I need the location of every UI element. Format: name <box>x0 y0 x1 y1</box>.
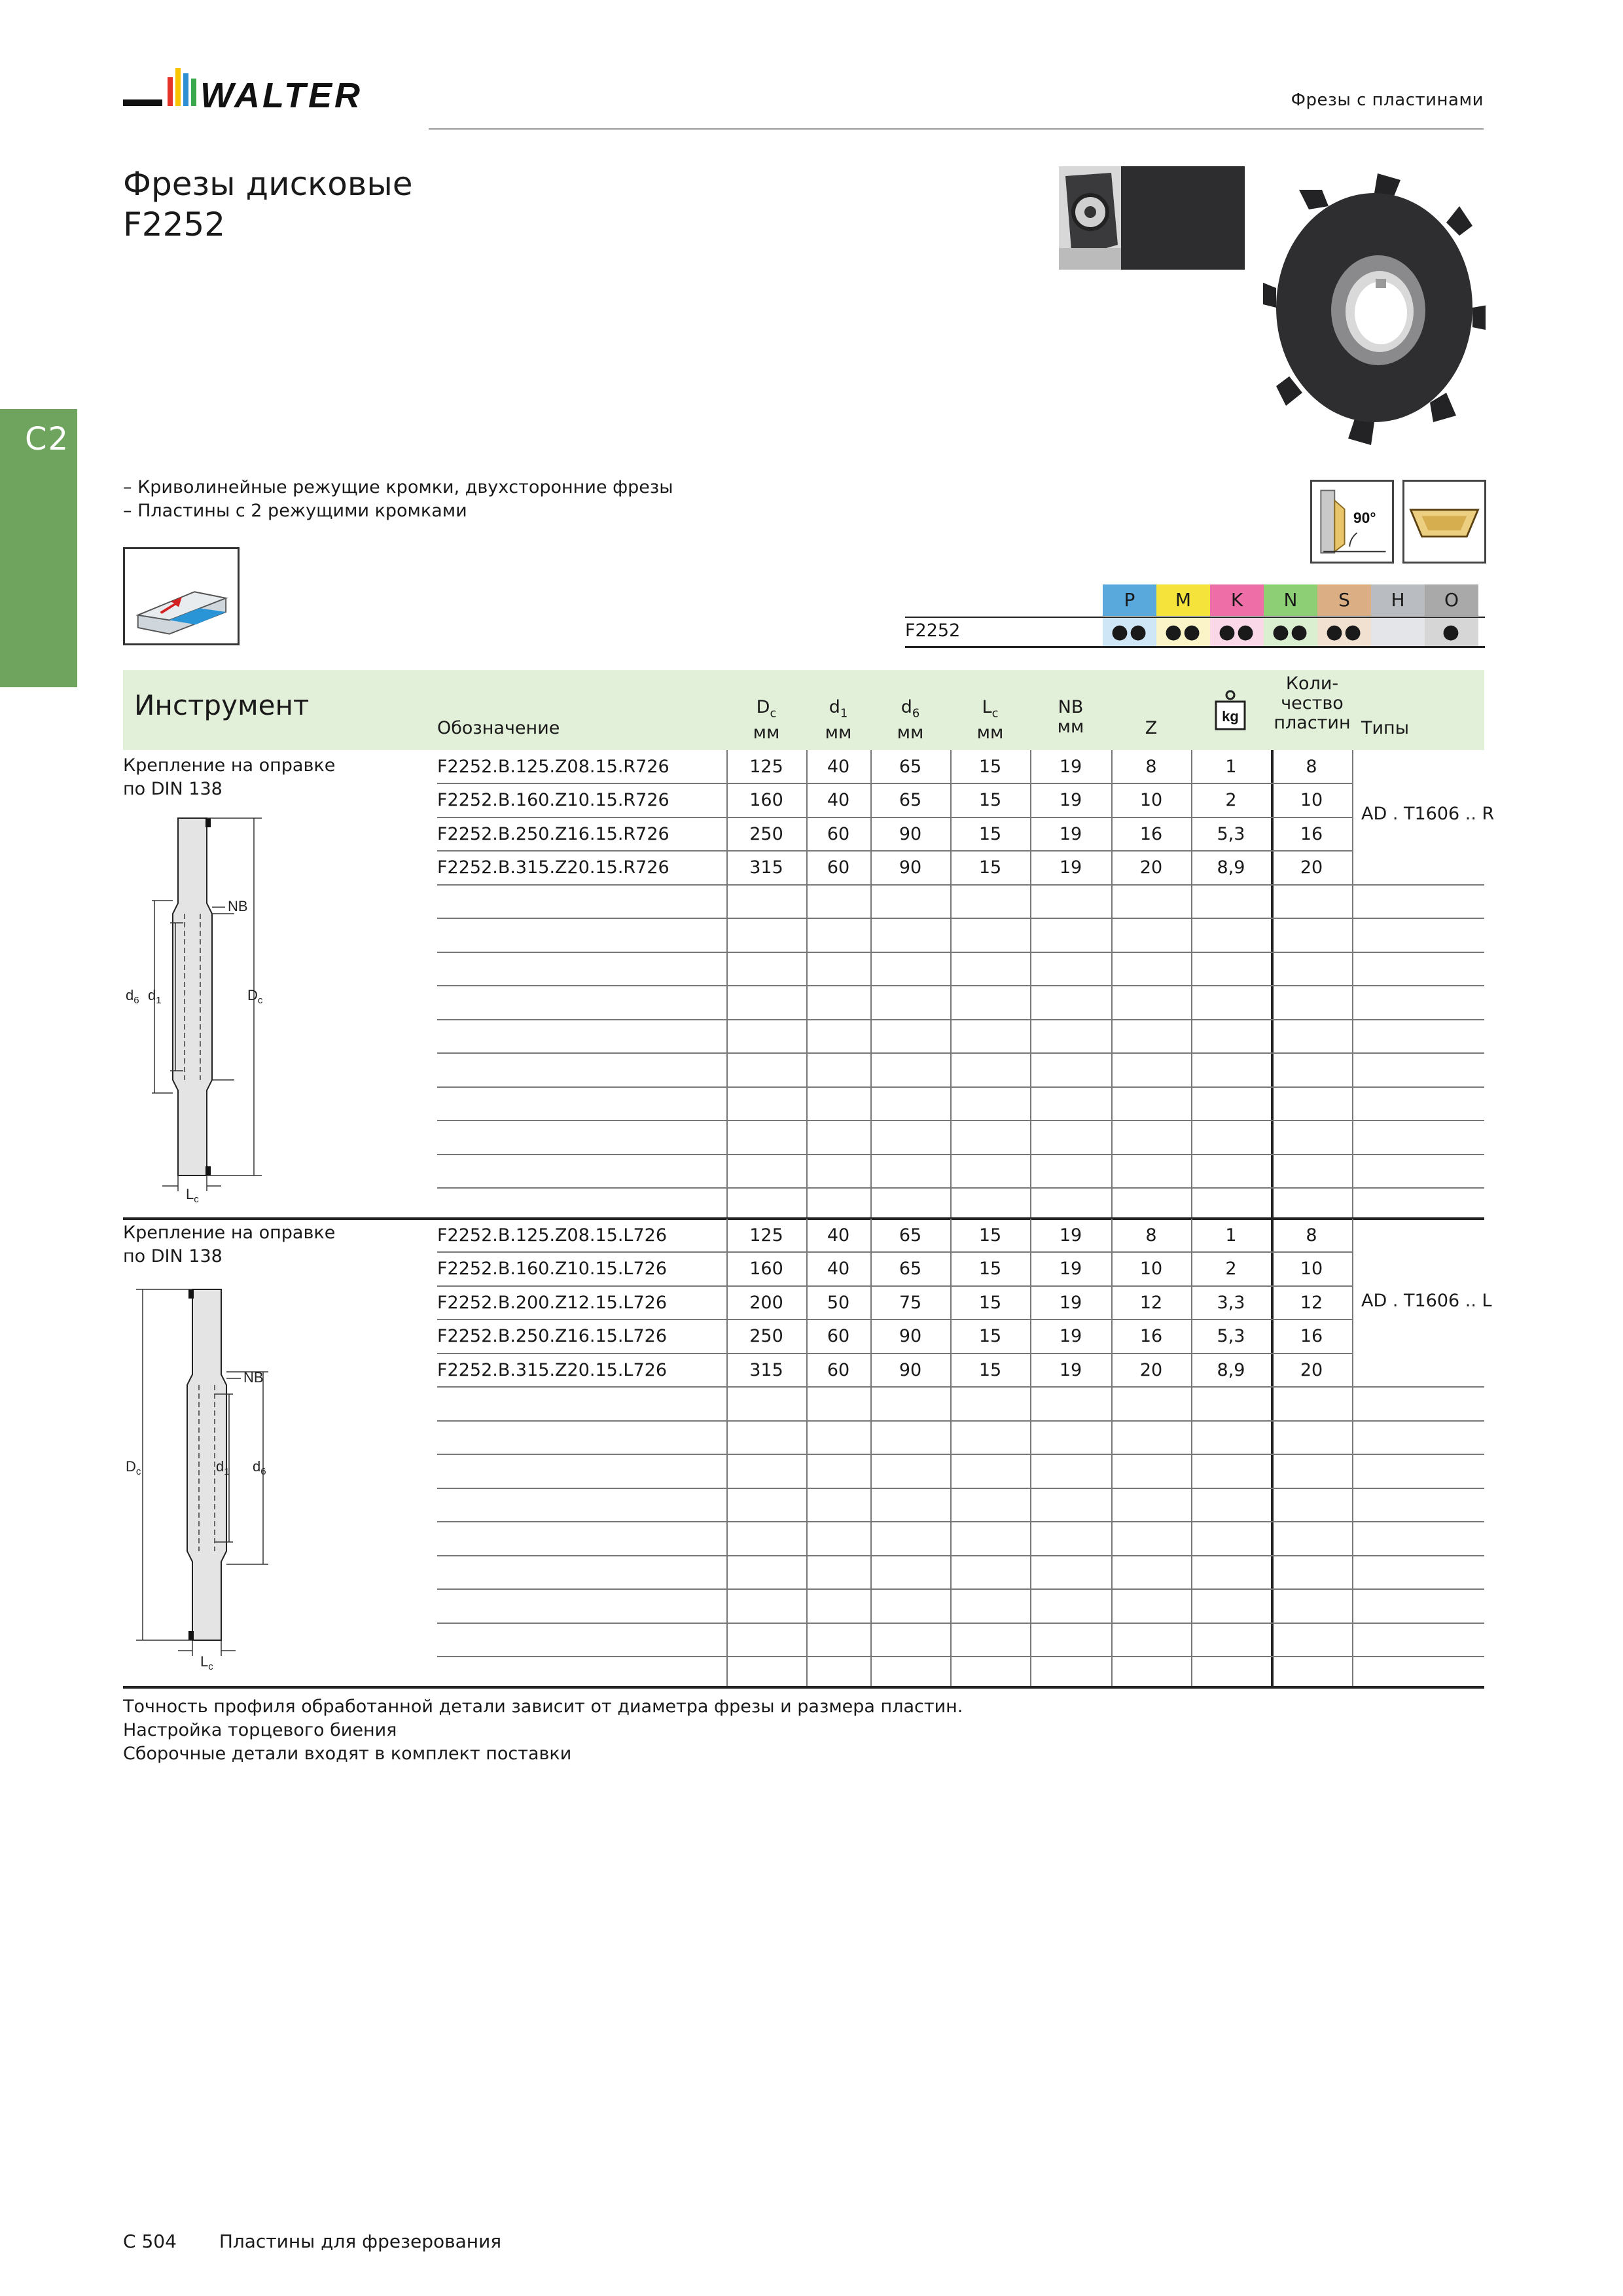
table-heading: Инструмент <box>134 689 310 721</box>
svg-text:NB: NB <box>228 898 248 914</box>
svg-text:d6: $d_6$ <box>126 987 139 1006</box>
col-d6-unit: мм <box>897 723 924 744</box>
entering-angle-90-icon <box>1310 480 1394 564</box>
section-title: Фрезы с пластинами <box>1291 90 1484 110</box>
grid-hline <box>437 1420 1484 1422</box>
group-1-label: Крепление на оправке по DIN 138 <box>123 755 336 799</box>
material-header-k: K <box>1210 584 1264 616</box>
col-designation: Обозначение <box>437 718 560 738</box>
col-lc: $L_c$ мм <box>976 697 1004 744</box>
feature-list <box>123 476 673 523</box>
footnote: Настройка торцевого биения <box>123 1720 397 1740</box>
grid-hline <box>437 1052 1484 1054</box>
walter-logo <box>123 59 404 131</box>
table-bottom-rule <box>123 1686 1484 1689</box>
footnote: Сборочные детали входят в комплект поставки <box>123 1744 572 1764</box>
grid-hline <box>437 1555 1484 1556</box>
title-line-2: F2252 <box>123 206 226 243</box>
disc-cutter-photo <box>1263 157 1486 458</box>
svg-text:Lc: $L_c$ <box>186 1186 199 1204</box>
grid-hline <box>437 952 1484 953</box>
svg-text:Lc: $L_c$ <box>200 1653 213 1672</box>
svg-text:d1: $d_1$ <box>216 1458 230 1477</box>
weight-icon <box>1212 689 1249 732</box>
material-rule-bottom <box>905 646 1485 648</box>
grid-hline <box>437 1488 1484 1489</box>
col-d1: $d_1$ мм <box>825 697 852 744</box>
grid-hline <box>437 918 1484 919</box>
grid-hline <box>437 1120 1484 1121</box>
insert-photo <box>1059 166 1245 270</box>
grid-hline <box>437 1154 1484 1155</box>
svg-text:WALTER: WALTER <box>200 76 363 115</box>
title-line-1: Фрезы дисковые <box>123 165 413 203</box>
material-header-h: H <box>1371 584 1425 616</box>
col-lc-unit: мм <box>976 723 1004 744</box>
col-insert-count: Коли- чество пластин <box>1274 673 1351 733</box>
insert-shape-icon <box>1402 480 1486 564</box>
cutter-drawing-left <box>123 1283 287 1676</box>
svg-text:NB: NB <box>243 1369 264 1386</box>
col-weight <box>1212 689 1249 732</box>
grid-hline <box>437 1086 1484 1088</box>
material-dots-p: ●● <box>1103 618 1156 646</box>
footnotes <box>123 1695 963 1766</box>
page-number: C 504 <box>123 2231 177 2252</box>
group-2-label: Крепление на оправке по DIN 138 <box>123 1223 336 1266</box>
material-header-o: O <box>1425 584 1478 616</box>
material-header-s: S <box>1317 584 1371 616</box>
grid-hline <box>437 1521 1484 1522</box>
material-header-m: M <box>1156 584 1210 616</box>
col-nb-unit: мм <box>1057 717 1084 737</box>
grid-hline <box>437 1187 1484 1189</box>
footnote: Точность профиля обработанной детали зависит от диаметра фрезы и размера пластин. <box>123 1696 963 1717</box>
header-divider <box>429 128 1484 130</box>
svg-text:kg: kg <box>1222 708 1239 725</box>
col-types: Типы <box>1361 718 1410 738</box>
svg-text:Dc: $D_c$ <box>126 1458 141 1477</box>
material-dots-h <box>1371 618 1425 646</box>
grid-hline <box>437 985 1484 986</box>
col-d6: $d_6$ мм <box>897 697 924 744</box>
footer-text: Пластины для фрезерования <box>219 2231 502 2252</box>
group-1-types: AD . T1606 .. R <box>1361 804 1495 824</box>
feature-item: – Криволинейные режущие кромки, двухсторонние фрезы <box>123 477 673 497</box>
col-nb: NB мм <box>1057 697 1084 737</box>
material-dots-m: ●● <box>1156 618 1210 646</box>
material-header-n: N <box>1264 584 1317 616</box>
col-d1-unit: мм <box>825 723 852 744</box>
svg-text:Dc: $D_c$ <box>247 987 263 1006</box>
material-header-p: P <box>1103 584 1156 616</box>
grid-hline <box>437 1588 1484 1590</box>
grid-vline <box>1352 750 1353 1217</box>
material-dots-k: ●● <box>1210 618 1264 646</box>
grid-vline <box>1352 1219 1353 1686</box>
slotting-operation-icon <box>123 547 240 645</box>
material-dots-n: ●● <box>1264 618 1317 646</box>
material-row-label: F2252 <box>905 620 961 641</box>
grid-hline <box>437 1019 1484 1020</box>
col-z: Z <box>1145 718 1158 738</box>
angle-label: 90° <box>1353 509 1376 526</box>
chapter-tab-label: C2 <box>25 421 70 457</box>
cutter-drawing-right <box>123 812 287 1204</box>
feature-item: – Пластины с 2 режущими кромками <box>123 501 467 521</box>
material-dots-s: ●● <box>1317 618 1371 646</box>
grid-hline <box>437 1454 1484 1455</box>
group-2-types: AD . T1606 .. L <box>1361 1291 1492 1311</box>
grid-hline <box>437 1623 1484 1624</box>
svg-text:d1: $d_1$ <box>148 987 162 1006</box>
page-footer <box>123 2231 501 2252</box>
col-dc: $D_c$ мм <box>753 697 780 744</box>
col-dc-unit: мм <box>753 723 780 744</box>
svg-text:d6: $d_6$ <box>253 1458 266 1477</box>
chapter-tab <box>0 409 77 687</box>
grid-hline <box>437 1656 1484 1657</box>
page-title <box>123 164 413 245</box>
material-dots-o: ● <box>1425 618 1478 646</box>
